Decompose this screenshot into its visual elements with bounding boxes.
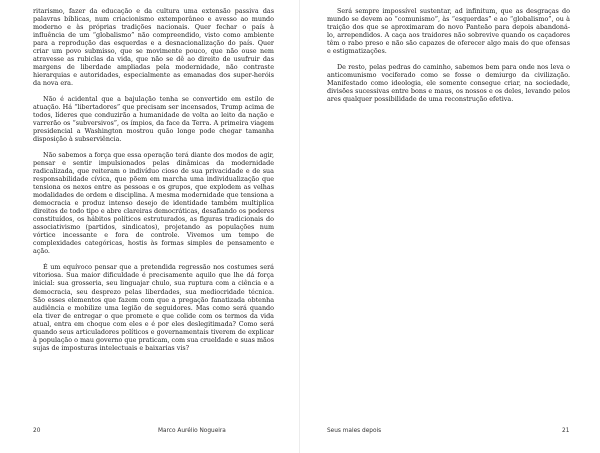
paragraph: De resto, pelas pedras do caminho, sabemos bem para onde nos leva o anticomunismo vociferado como se fosse o demiurgo da civilização. Manifestado como ideologia, ele somente consegue criar, na sociedade, divisões sucessivas entre bons e maus, os nossos e os deles, levando pelos ares qualquer possibilidade de uma reconstrução efetiva.	[327, 63, 570, 104]
paragraph: Não sabemos a força que essa operação terá diante dos modos de agir, pensar e sentir impulsionados pelas dinâmicas da modernidade radicalizada, que reiteram o indivíduo cioso de sua privacidade e de sua responsabilidade cívica, que põem em marcha uma individualização que tensiona os nexos entre as pessoas e os grupos, que explodem as velhas modalidades de ordem e disciplina. A mesma modernidade que tensiona a democracia e produz intenso desejo de identidade também multiplica direitos de todo tipo e abre clareiras democráticas, desafiando os poderes constituídos, os hábitos políticos estruturados, as figuras tradicionais do associativismo (partidos, sindicatos), projetando as populações num vórtice incessante e fora de controle. Vivemos um tempo de complexidades categóricas, hostis às formas simples de pensamento e ação.	[33, 151, 274, 256]
paragraph: É um equívoco pensar que a pretendida regressão nos costumes será vitoriosa. Sua maior dificuldade é precisamente aquilo que lhe dá força inicial: sua grosseria, seu linguajar chulo, sua ruptura com a ciência e a democracia, seu desprezo pelas liberdades, sua mediocridade técnica. São esses elementos que fazem com que a pregação fanatizada obtenha audiência e mobilize uma legião de seguidores. Mas como será quando ela tiver de entregar o que promete e que colide com os termos da vida atual, entra em choque com eles e é por eles deslegitimada? Como será quando seus articuladores políticos e governamentais tiverem de explicar à população o mau governo que praticam, com sua crueldade e suas mãos sujas de imposturas intelectuais e baixarias vis?	[33, 263, 274, 352]
right-page	[300, 0, 600, 453]
page-number: 21	[562, 428, 570, 434]
left-page	[0, 0, 299, 453]
paragraph: Não é acidental que a bajulação tenha se convertido em estilo de atuação. Há “libertadores” que precisam ser incensados, Trump acima de todos, líderes que conduzirão a humanidade de volta ao leito da nação e varrerão os “subversivos”, os ímpios, da face da Terra. A primeira viagem presidencial a Washington mostrou quão longe pode chegar tamanha disposição à subserviência.	[33, 95, 274, 144]
right-page-body	[327, 7, 570, 103]
running-head: Seus males depois	[327, 428, 382, 434]
running-head: Marco Aurélio Nogueira	[158, 428, 226, 434]
page-number: 20	[33, 428, 41, 434]
paragraph: ritarismo, fazer da educação e da cultura uma extensão passiva das palavras bíblicas, num criacionismo extemporâneo e avesso ao mundo moderno e às próprias tradições nacionais. Quer fechar o país à influência de um “globalismo” não compreendido, visto como ambiente para a reprodução das esquerdas e a desnacionalização do país. Quer criar um povo submisso, que se movimente pouco, que não ouse nem atravesse as rubiclas da vida, que não se dê ao direito de usufruir das margens de liberdade ampliadas pela modernidade, não contraste hierarquias e autoridades, especialmente as emanadas dos super-heróis da nova era.	[33, 7, 274, 88]
left-page-body	[33, 7, 274, 352]
paragraph: Será sempre impossível sustentar, ad infinitum, que as desgraças do mundo se devem ao “comunismo”, às “esquerdas” e ao “globalismo”, ou à traição dos que se aproximaram do novo Panteão para depois abandoná-lo, arrependidos. A caça aos traidores não sobrevive quando os caçadores têm o rabo preso e não são capazes de oferecer algo mais do que ofensas e estigmatizações.	[327, 7, 570, 56]
